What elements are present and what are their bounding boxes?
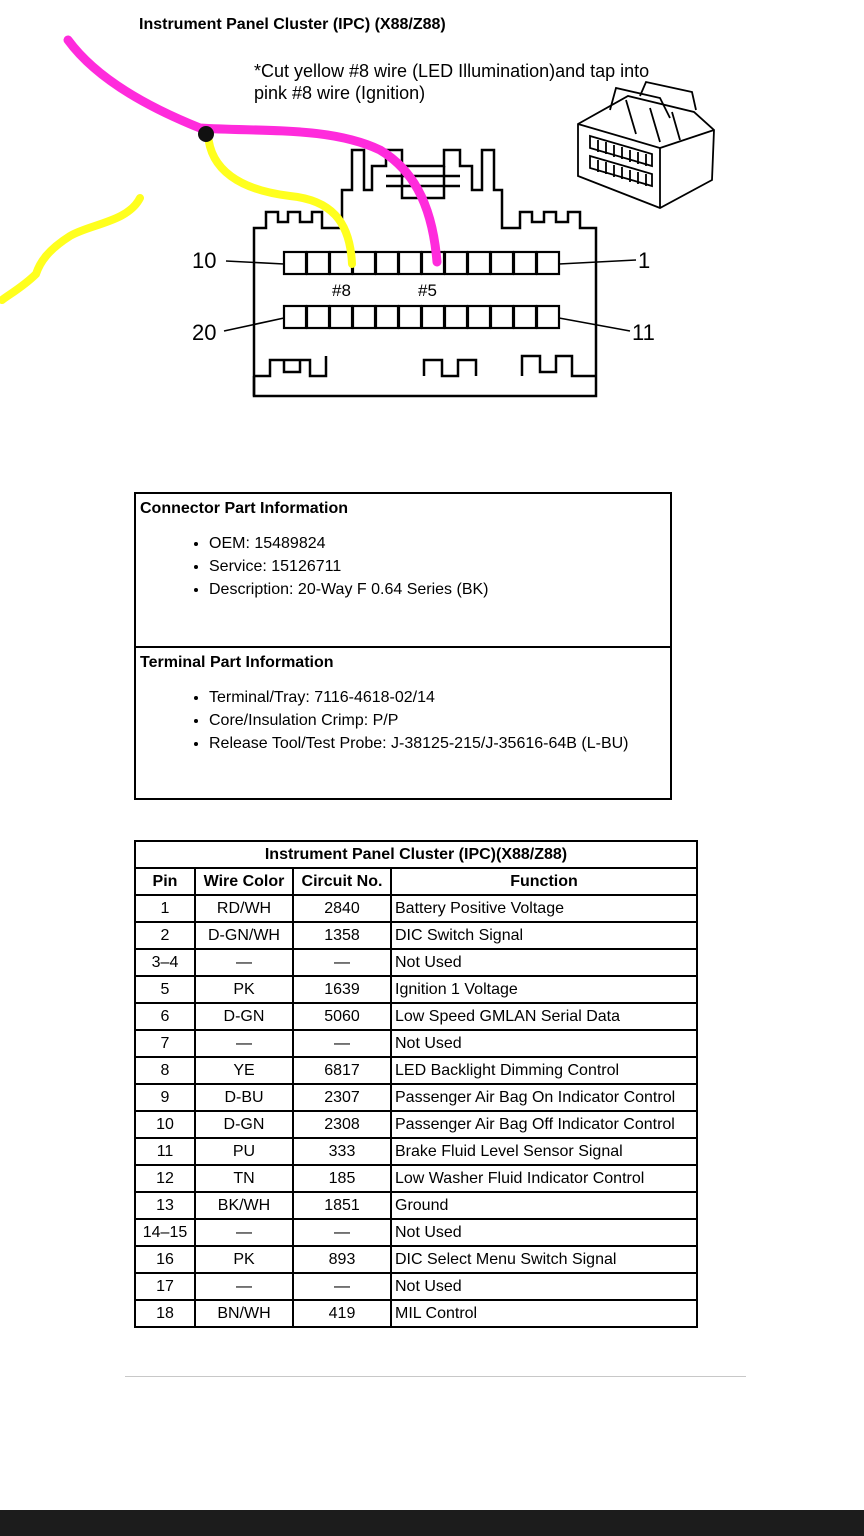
cell-wire-color: RD/WH (195, 895, 293, 922)
table-row (135, 976, 697, 1003)
table-row (135, 1219, 697, 1246)
cell-wire-color: — (195, 949, 293, 976)
cell-function: MIL Control (391, 1300, 697, 1327)
cell-function: Passenger Air Bag Off Indicator Control (391, 1111, 697, 1138)
cell-wire-color: YE (195, 1057, 293, 1084)
yellow-wire-cut-end (2, 198, 140, 300)
column-header-wire-color: Wire Color (195, 868, 293, 895)
cell-wire-color: BK/WH (195, 1192, 293, 1219)
cell-circuit-no: 1851 (293, 1192, 391, 1219)
list-item: • OEM: 15489824 (209, 532, 670, 555)
connector-info-list (136, 532, 670, 601)
connector-diagram (0, 0, 864, 420)
cell-pin: 9 (135, 1084, 195, 1111)
cell-circuit-no: 2307 (293, 1084, 391, 1111)
cell-function: Ground (391, 1192, 697, 1219)
column-header-circuit-no: Circuit No. (293, 868, 391, 895)
cell-pin: 3–4 (135, 949, 195, 976)
column-header-pin: Pin (135, 868, 195, 895)
terminal-info-list (136, 686, 670, 755)
cell-pin: 16 (135, 1246, 195, 1273)
pin-label-20: 20 (192, 320, 217, 345)
cell-circuit-no: 419 (293, 1300, 391, 1327)
cell-circuit-no: — (293, 949, 391, 976)
cell-circuit-no: 2840 (293, 895, 391, 922)
table-row (135, 1138, 697, 1165)
annotation-note-line-1: *Cut yellow #8 wire (LED Illumination)and tap into (254, 61, 650, 81)
cell-circuit-no: — (293, 1273, 391, 1300)
connector-info-box (134, 492, 672, 648)
cell-function: LED Backlight Dimming Control (391, 1057, 697, 1084)
cell-wire-color: — (195, 1219, 293, 1246)
pin-label-11: 11 (632, 320, 655, 345)
connector-info-heading: Connector Part Information (140, 500, 349, 517)
cell-wire-color: BN/WH (195, 1300, 293, 1327)
list-item: • Service: 15126711 (209, 555, 670, 578)
table-row (135, 895, 697, 922)
pin-label-1: 1 (638, 248, 651, 273)
table-row (135, 1111, 697, 1138)
table-row (135, 1057, 697, 1084)
cell-wire-color: — (195, 1273, 293, 1300)
cell-circuit-no: — (293, 1219, 391, 1246)
cell-pin: 13 (135, 1192, 195, 1219)
list-item: • Release Tool/Test Probe: J-38125-215/J-35616-64B (L-BU) (209, 732, 670, 755)
cell-function: Not Used (391, 1273, 697, 1300)
cell-pin: 2 (135, 922, 195, 949)
yellow-wire-upper (208, 134, 352, 264)
table-row (135, 1246, 697, 1273)
pin-label-10: 10 (192, 248, 217, 273)
cell-circuit-no: 185 (293, 1165, 391, 1192)
pin-table (134, 840, 698, 1328)
cell-pin: 14–15 (135, 1219, 195, 1246)
terminal-info-box (134, 646, 672, 800)
splice-point (198, 126, 214, 142)
cell-pin: 7 (135, 1030, 195, 1057)
cell-wire-color: PU (195, 1138, 293, 1165)
cell-pin: 6 (135, 1003, 195, 1030)
cell-function: Brake Fluid Level Sensor Signal (391, 1138, 697, 1165)
cell-wire-color: D-GN (195, 1111, 293, 1138)
cell-pin: 17 (135, 1273, 195, 1300)
system-navigation-bar (0, 1510, 864, 1536)
cell-circuit-no: 1639 (293, 976, 391, 1003)
cavity-row-bottom (284, 306, 559, 328)
table-row (135, 1003, 697, 1030)
cell-function: Passenger Air Bag On Indicator Control (391, 1084, 697, 1111)
cell-function: Battery Positive Voltage (391, 895, 697, 922)
cell-function: DIC Select Menu Switch Signal (391, 1246, 697, 1273)
cell-wire-color: PK (195, 976, 293, 1003)
table-title-row (135, 841, 697, 868)
cell-circuit-no: 6817 (293, 1057, 391, 1084)
document-title: Instrument Panel Cluster (IPC) (X88/Z88) (139, 16, 446, 33)
cell-circuit-no: 333 (293, 1138, 391, 1165)
cell-function: Ignition 1 Voltage (391, 976, 697, 1003)
table-body (135, 895, 697, 1327)
cell-wire-color: D-GN (195, 1003, 293, 1030)
list-item: • Core/Insulation Crimp: P/P (209, 709, 670, 732)
connector-thumbnail (578, 82, 714, 208)
cell-circuit-no: 2308 (293, 1111, 391, 1138)
list-item: • Terminal/Tray: 7116-4618-02/14 (209, 686, 670, 709)
cavity-label-8: #8 (332, 281, 351, 300)
table-title: Instrument Panel Cluster (IPC)(X88/Z88) (135, 841, 697, 868)
table-header-row (135, 868, 697, 895)
cavity-row-top (284, 252, 559, 274)
cell-pin: 10 (135, 1111, 195, 1138)
table-row (135, 1192, 697, 1219)
cell-pin: 5 (135, 976, 195, 1003)
cavity-label-5: #5 (418, 281, 437, 300)
cell-function: Not Used (391, 1030, 697, 1057)
cell-wire-color: — (195, 1030, 293, 1057)
cell-circuit-no: — (293, 1030, 391, 1057)
pink-wire (68, 40, 437, 262)
divider (125, 1376, 746, 1377)
cell-wire-color: D-GN/WH (195, 922, 293, 949)
list-item: • Description: 20-Way F 0.64 Series (BK) (209, 578, 670, 601)
table-row (135, 1165, 697, 1192)
table-row (135, 922, 697, 949)
cell-function: Not Used (391, 949, 697, 976)
table-row (135, 1084, 697, 1111)
annotation-note-line-2: pink #8 wire (Ignition) (254, 83, 426, 103)
column-header-function: Function (391, 868, 697, 895)
table-row (135, 949, 697, 976)
cell-pin: 8 (135, 1057, 195, 1084)
cell-circuit-no: 893 (293, 1246, 391, 1273)
cell-function: Low Speed GMLAN Serial Data (391, 1003, 697, 1030)
terminal-info-heading: Terminal Part Information (140, 654, 334, 671)
cell-pin: 12 (135, 1165, 195, 1192)
cell-wire-color: PK (195, 1246, 293, 1273)
cell-pin: 1 (135, 895, 195, 922)
cell-circuit-no: 5060 (293, 1003, 391, 1030)
cell-function: Low Washer Fluid Indicator Control (391, 1165, 697, 1192)
cell-wire-color: D-BU (195, 1084, 293, 1111)
cell-circuit-no: 1358 (293, 922, 391, 949)
table-row (135, 1030, 697, 1057)
cell-pin: 18 (135, 1300, 195, 1327)
cell-pin: 11 (135, 1138, 195, 1165)
cell-function: DIC Switch Signal (391, 922, 697, 949)
cell-wire-color: TN (195, 1165, 293, 1192)
table-row (135, 1300, 697, 1327)
table-row (135, 1273, 697, 1300)
cell-function: Not Used (391, 1219, 697, 1246)
